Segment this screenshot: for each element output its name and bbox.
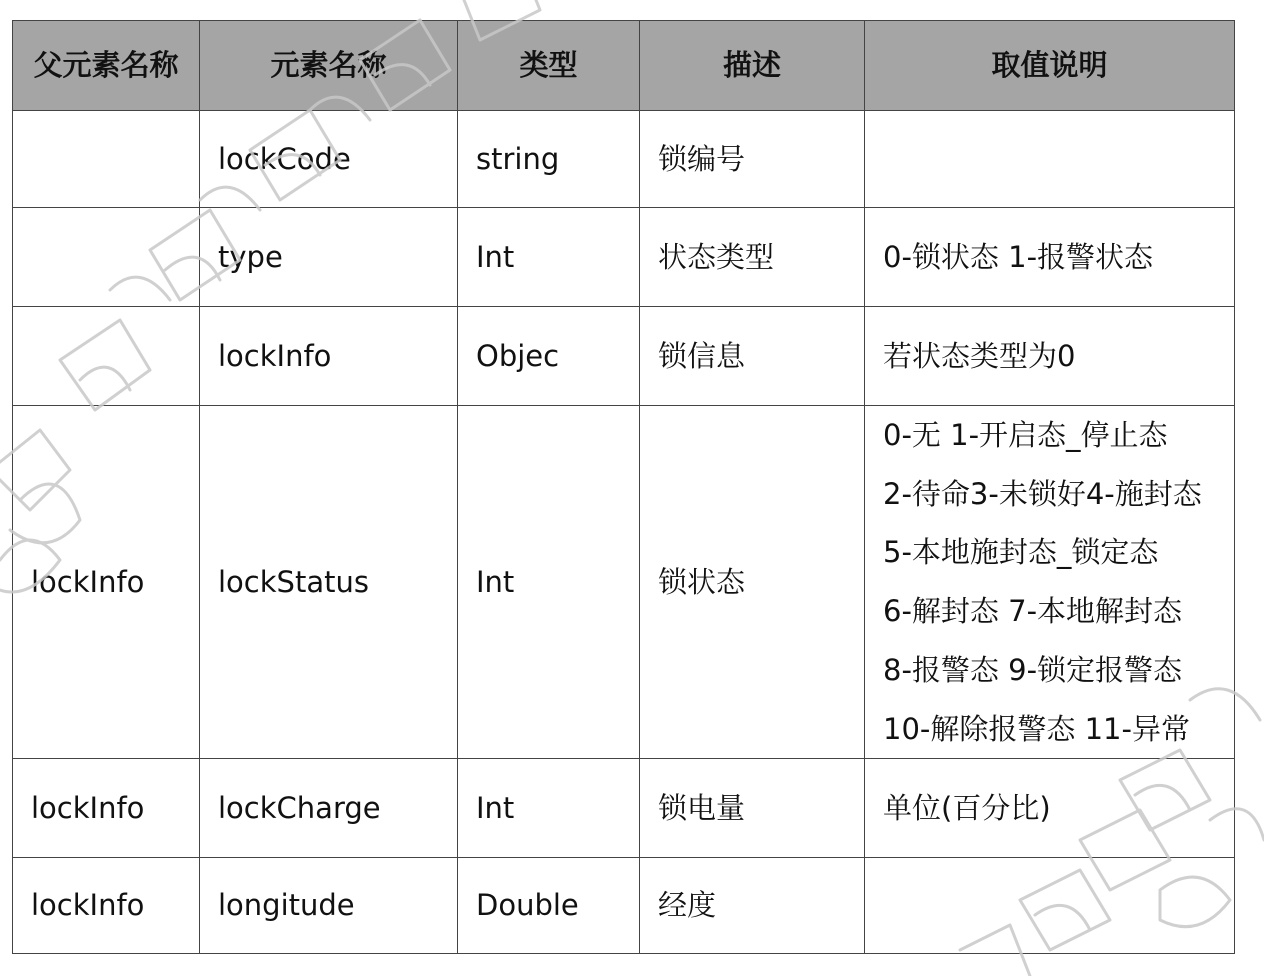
- cell-type: Int: [458, 208, 640, 307]
- cell-value-notes: [865, 406, 1235, 759]
- cell-type: string: [458, 111, 640, 208]
- table-row: [13, 406, 1235, 759]
- table-row: [13, 111, 1235, 208]
- header-value-notes: 取值说明: [865, 21, 1235, 111]
- value-line: 0-无 1-开启态_停止态: [883, 418, 1168, 452]
- cell-name: lockInfo: [200, 307, 458, 406]
- cell-description: 锁信息: [640, 307, 865, 406]
- cell-value-notes: [865, 858, 1235, 954]
- value-line: 5-本地施封态_锁定态: [883, 535, 1159, 570]
- cell-value-notes: 单位(百分比): [865, 759, 1235, 858]
- header-parent-element-name: 父元素名称: [13, 21, 200, 111]
- table-row: [13, 759, 1235, 858]
- value-line: 6-解封态 7-本地解封态: [883, 594, 1183, 629]
- cell-parent: lockInfo: [13, 759, 200, 858]
- cell-name: lockCharge: [200, 759, 458, 858]
- value-line: 8-报警态 9-锁定报警态: [883, 652, 1183, 687]
- cell-description: 锁状态: [640, 406, 865, 759]
- cell-name: lockCode: [200, 111, 458, 208]
- cell-type: Int: [458, 759, 640, 858]
- header-type: 类型: [458, 21, 640, 111]
- cell-description: 经度: [640, 858, 865, 954]
- header-description: 描述: [640, 21, 865, 111]
- cell-type: Objec: [458, 307, 640, 406]
- table-row: [13, 307, 1235, 406]
- table-row: [13, 858, 1235, 954]
- cell-description: 状态类型: [640, 208, 865, 307]
- cell-name: longitude: [200, 858, 458, 954]
- cell-parent: lockInfo: [13, 406, 200, 759]
- cell-description: 锁编号: [640, 111, 865, 208]
- table-header-row: [13, 21, 1235, 111]
- header-element-name: 元素名称: [200, 21, 458, 111]
- cell-parent: [13, 111, 200, 208]
- value-line: 10-解除报警态 11-异常: [883, 711, 1190, 746]
- cell-type: Int: [458, 406, 640, 759]
- cell-name: type: [200, 208, 458, 307]
- table-row: [13, 208, 1235, 307]
- cell-value-notes: 若状态类型为0: [865, 307, 1235, 406]
- cell-parent: [13, 208, 200, 307]
- value-line: 2-待命3-未锁好4-施封态: [883, 476, 1202, 511]
- cell-parent: [13, 307, 200, 406]
- cell-type: Double: [458, 858, 640, 954]
- cell-parent: lockInfo: [13, 858, 200, 954]
- field-spec-table: [12, 20, 1235, 954]
- cell-description: 锁电量: [640, 759, 865, 858]
- cell-value-notes: 0-锁状态 1-报警状态: [865, 208, 1235, 307]
- cell-value-notes: [865, 111, 1235, 208]
- cell-name: lockStatus: [200, 406, 458, 759]
